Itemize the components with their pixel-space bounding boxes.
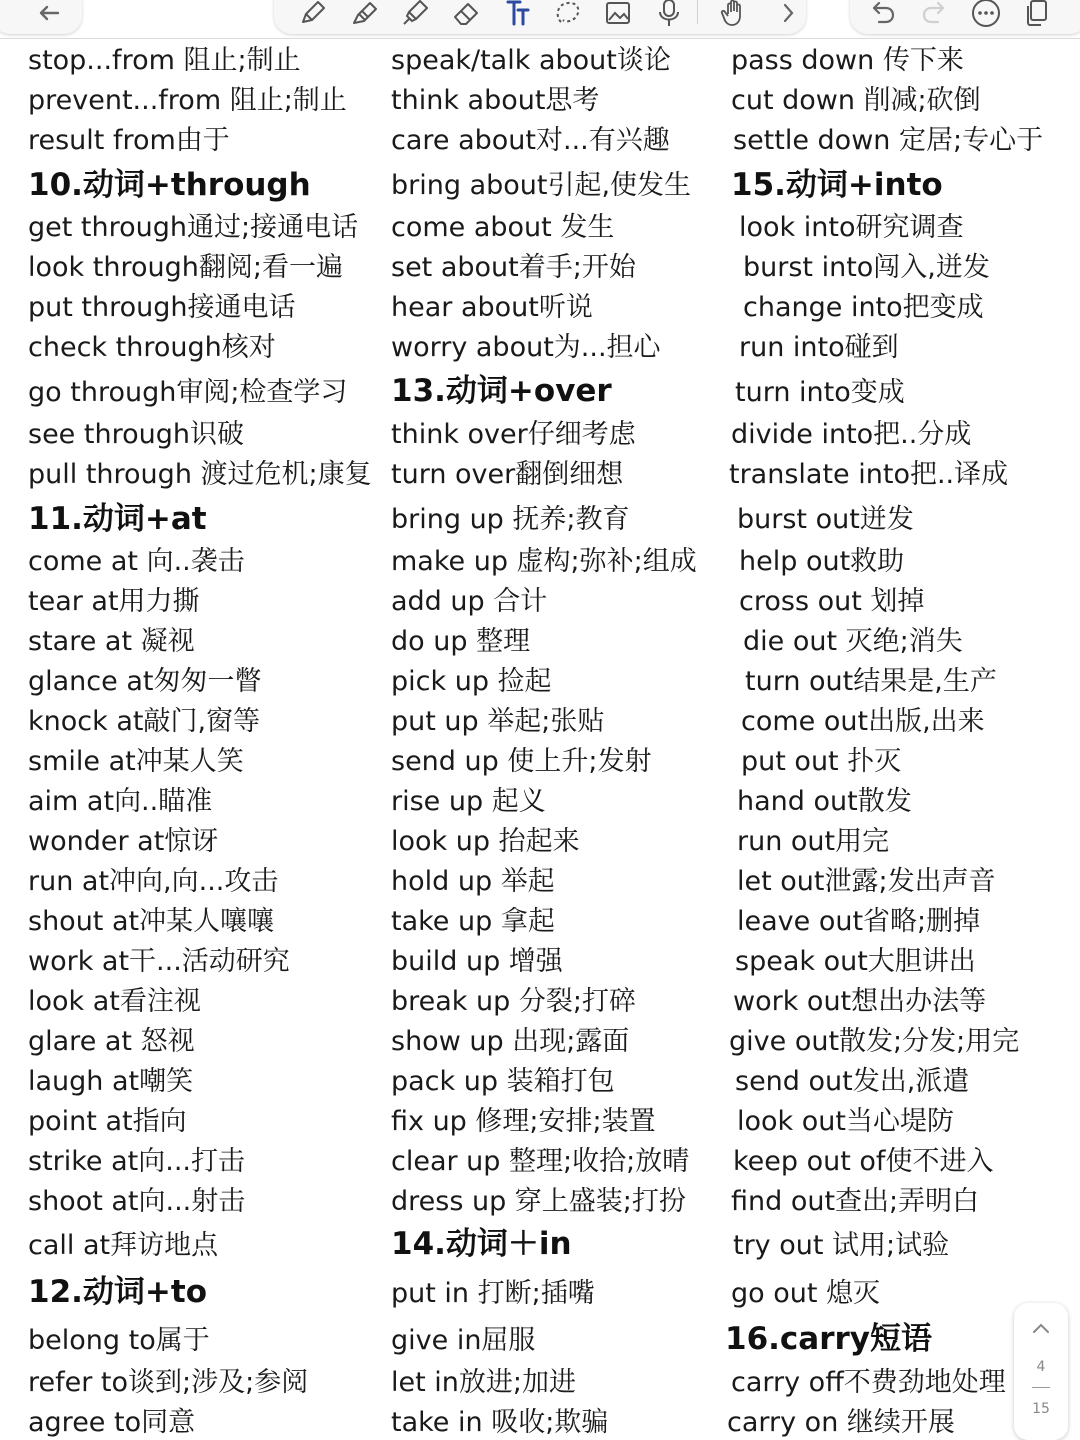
phrase-line: run out用完: [737, 826, 890, 857]
current-page-number: 4: [1036, 1359, 1046, 1375]
redo-icon[interactable]: [918, 0, 952, 28]
toolbar: [0, 0, 1080, 39]
phrase-line: build up 增强: [391, 946, 563, 977]
arrow-left-icon[interactable]: [32, 0, 66, 28]
phrase-line: go through审阅;检查学习: [28, 377, 348, 408]
phrase-line: show up 出现;露面: [391, 1026, 630, 1057]
total-page-count: 15: [1032, 1401, 1050, 1417]
phrase-line: let out泄露;发出声音: [737, 866, 996, 897]
phrase-line: pass down 传下来: [731, 45, 964, 76]
phrase-line: dress up 穿上盛装;打扮: [391, 1186, 686, 1217]
phrase-line: worry about为...担心: [391, 332, 661, 363]
phrase-line: speak out大胆讲出: [735, 946, 976, 977]
image-icon[interactable]: [601, 0, 635, 28]
phrase-line: look up 抬起来: [391, 826, 580, 857]
phrase-line: stop...from 阻止;制止: [28, 45, 301, 76]
phrase-line: carry on 继续开展: [727, 1407, 955, 1438]
phrase-line: belong to属于: [28, 1325, 210, 1356]
section-heading: 11.动词+at: [28, 501, 207, 537]
phrase-line: see through识破: [28, 419, 244, 450]
note-page[interactable]: [0, 38, 1080, 1440]
microphone-icon[interactable]: [652, 0, 686, 28]
chevron-up-icon[interactable]: [1014, 1317, 1068, 1342]
phrase-line: settle down 定居;专心于: [733, 125, 1044, 156]
phrase-line: add up 合计: [391, 586, 548, 617]
phrase-line: glance at匆匆一瞥: [28, 666, 262, 697]
phrase-line: give out散发;分发;用完: [729, 1026, 1020, 1057]
phrase-line: run at冲向,向...攻击: [28, 866, 279, 897]
phrase-line: check through核对: [28, 332, 276, 363]
phrase-line: try out 试用;试验: [733, 1230, 950, 1261]
phrase-line: make up 虚构;弥补;组成: [391, 546, 697, 577]
phrase-line: cross out 划掉: [739, 586, 925, 617]
phrase-line: come about 发生: [391, 212, 615, 243]
phrase-line: hand out散发: [737, 786, 912, 817]
phrase-line: take up 拿起: [391, 906, 555, 937]
phrase-line: translate into把..译成: [729, 459, 1009, 490]
phrase-line: look through翻阅;看一遍: [28, 252, 343, 283]
phrase-line: hear about听说: [391, 292, 593, 323]
phrase-line: set about着手;开始: [391, 252, 636, 283]
phrase-line: bring about引起,使发生: [391, 170, 692, 201]
phrase-line: look into研究调查: [739, 212, 964, 243]
phrase-line: tear at用力撕: [28, 586, 200, 617]
phrase-line: hold up 举起: [391, 866, 555, 897]
phrase-line: do up 整理: [391, 626, 531, 657]
section-heading: 16.carry短语: [725, 1321, 932, 1357]
hand-icon[interactable]: [717, 0, 751, 28]
phrase-line: go out 熄灭: [731, 1278, 881, 1309]
section-heading: 12.动词+to: [28, 1274, 208, 1310]
phrase-line: keep out of使不进入: [733, 1146, 994, 1177]
phrase-line: look out当心堤防: [737, 1106, 954, 1137]
phrase-line: burst out迸发: [737, 504, 914, 535]
phrase-line: burst into闯入,迸发: [743, 252, 990, 283]
phrase-line: let in放进;加进: [391, 1367, 576, 1398]
phrase-line: get through通过;接通电话: [28, 212, 359, 243]
highlighter-icon[interactable]: [347, 0, 381, 28]
phrase-line: result from由于: [28, 125, 230, 156]
undo-icon[interactable]: [865, 0, 899, 28]
phrase-line: carry off不费劲地处理: [731, 1367, 1006, 1398]
more-icon[interactable]: [969, 0, 1003, 28]
phrase-line: point at指向: [28, 1106, 187, 1137]
phrase-line: cut down 削减;砍倒: [731, 85, 981, 116]
section-heading: 13.动词+over: [391, 373, 612, 409]
phrase-line: leave out省略;删掉: [737, 906, 981, 937]
phrase-line: put out 扑灭: [741, 746, 902, 777]
page-number-divider: [1032, 1387, 1050, 1388]
phrase-line: run into碰到: [739, 332, 899, 363]
phrase-line: come at 向..袭击: [28, 546, 245, 577]
phrase-line: stare at 凝视: [28, 626, 195, 657]
phrase-line: clear up 整理;收拾;放晴: [391, 1146, 690, 1177]
phrase-line: aim at向..瞄准: [28, 786, 213, 817]
phrase-line: glare at 怒视: [28, 1026, 195, 1057]
phrase-line: refer to谈到;涉及;参阅: [28, 1367, 309, 1398]
section-heading: 14.动词＋in: [391, 1226, 572, 1262]
phrase-line: shoot at向...射击: [28, 1186, 246, 1217]
lasso-icon[interactable]: [551, 0, 585, 28]
pen-icon[interactable]: [296, 0, 330, 28]
toolbar-divider: [697, 0, 698, 24]
phrase-line: care about对...有兴趣: [391, 125, 670, 156]
phrase-line: knock at敲门,窗等: [28, 706, 261, 737]
chevron-right-icon[interactable]: [772, 0, 806, 28]
phrase-line: smile at冲某人笑: [28, 746, 244, 777]
phrase-line: wonder at惊讶: [28, 826, 219, 857]
phrase-line: turn into变成: [735, 377, 905, 408]
phrase-line: break up 分裂;打碎: [391, 986, 636, 1017]
phrase-line: rise up 起义: [391, 786, 546, 817]
marker-icon[interactable]: [398, 0, 432, 28]
phrase-line: die out 灭绝;消失: [743, 626, 963, 657]
phrase-line: agree to同意: [28, 1407, 196, 1438]
phrase-line: put through接通电话: [28, 292, 296, 323]
phrase-line: pull through 渡过危机;康复: [28, 459, 372, 490]
phrase-line: fix up 修理;安排;装置: [391, 1106, 656, 1137]
phrase-line: change into把变成: [743, 292, 984, 323]
phrase-line: divide into把..分成: [731, 419, 972, 450]
phrase-line: send out发出,派遣: [735, 1066, 970, 1097]
phrase-line: work at干...活动研究: [28, 946, 290, 977]
phrase-line: speak/talk about谈论: [391, 45, 671, 76]
phrase-line: call at拜访地点: [28, 1230, 219, 1261]
phrase-line: put in 打断;插嘴: [391, 1278, 595, 1309]
phrase-line: find out查出;弄明白: [731, 1186, 980, 1217]
phrase-line: laugh at嘲笑: [28, 1066, 194, 1097]
phrase-line: shout at冲某人嚷嚷: [28, 906, 275, 937]
phrase-line: take in 吸收;欺骗: [391, 1407, 609, 1438]
phrase-line: prevent...from 阻止;制止: [28, 85, 347, 116]
phrase-line: turn out结果是,生产: [745, 666, 997, 697]
phrase-line: give in屈服: [391, 1325, 536, 1356]
phrase-line: pick up 捡起: [391, 666, 552, 697]
phrase-line: come out出版,出来: [741, 706, 985, 737]
eraser-icon[interactable]: [449, 0, 483, 28]
text-icon[interactable]: [500, 0, 534, 28]
pages-icon[interactable]: [1020, 0, 1054, 28]
phrase-line: pack up 装箱打包: [391, 1066, 615, 1097]
phrase-line: put up 举起;张贴: [391, 706, 605, 737]
phrase-line: help out救助: [739, 546, 905, 577]
phrase-line: look at看注视: [28, 986, 201, 1017]
phrase-line: turn over翻倒细想: [391, 459, 624, 490]
section-heading: 10.动词+through: [28, 167, 311, 203]
section-heading: 15.动词+into: [731, 167, 943, 203]
phrase-line: work out想出办法等: [733, 986, 987, 1017]
phrase-line: think over仔细考虑: [391, 419, 636, 450]
phrase-line: send up 使上升;发射: [391, 746, 652, 777]
phrase-line: bring up 抚养;教育: [391, 504, 630, 535]
phrase-line: strike at向...打击: [28, 1146, 246, 1177]
phrase-line: think about思考: [391, 85, 600, 116]
page-navigator: [1014, 1303, 1068, 1440]
